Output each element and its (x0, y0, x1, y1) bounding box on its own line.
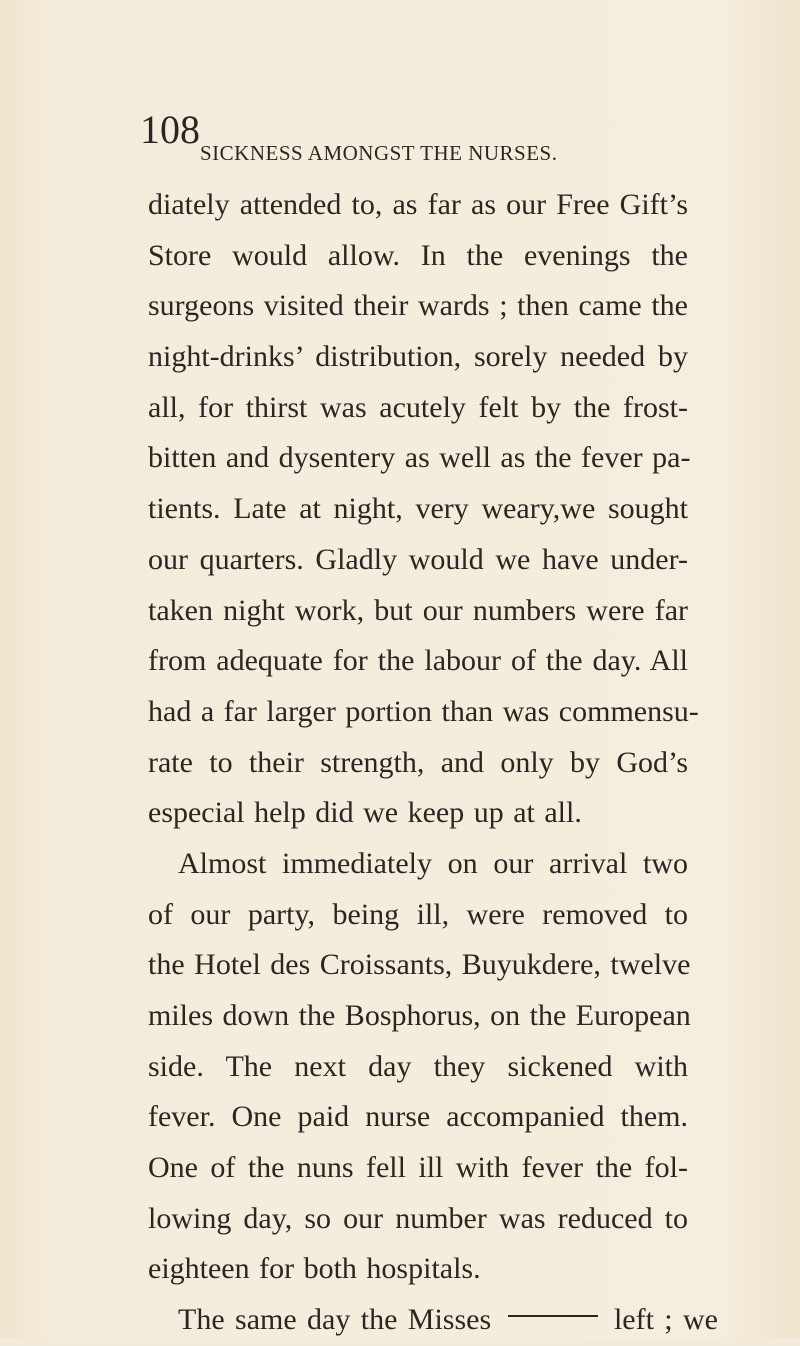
text-line: from adequate for the labour of the day. All (148, 644, 688, 678)
text-line: fever. One paid nurse accompanied them. (148, 1100, 688, 1134)
final-line-end: left ; we (613, 1303, 719, 1337)
text-line: diately attended to, as far as our Free Gift’s (148, 188, 688, 221)
text-line-final (148, 1295, 718, 1346)
running-head: SICKNESS AMONGST THE NURSES. (200, 141, 558, 165)
text-line: of our party, being ill, were removed to (148, 897, 688, 931)
text-line: bitten and dysentery as well as the fever pa- (148, 441, 691, 475)
text-line: all, for thirst was acutely felt by the frost- (148, 390, 688, 424)
text-line: had a far larger portion than was commensu- (148, 694, 699, 728)
text-line: our quarters. Gladly would we have under- (148, 542, 688, 576)
text-line: One of the nuns fell ill with fever the fol- (148, 1151, 688, 1185)
text-line: night-drinks’ distribution, sorely needed by (148, 340, 688, 374)
text-line: miles down the Bosphorus, on the European (148, 999, 691, 1032)
page-header (140, 107, 680, 170)
body-text (148, 180, 719, 1346)
text-line-paragraph-end: eighteen for both hospitals. (148, 1252, 481, 1286)
text-line: taken night work, but our numbers were far (148, 593, 688, 627)
text-line: lowing day, so our number was reduced to (148, 1201, 688, 1235)
blank-name-dash (508, 1315, 598, 1317)
page-number: 108 (140, 107, 200, 152)
text-line: tients. Late at night, very weary,we sought (148, 492, 688, 526)
text-line-paragraph-end: especial help did we keep up at all. (148, 796, 582, 830)
text-line-paragraph-start: Almost immediately on our arrival two (178, 846, 688, 880)
text-line: rate to their strength, and only by God’s (148, 745, 688, 779)
text-line: surgeons visited their wards ; then came the (148, 289, 688, 323)
text-line: side. The next day they sickened with (148, 1049, 688, 1083)
text-line: the Hotel des Croissants, Buyukdere, twelve (148, 948, 691, 982)
final-line-start: The same day the Misses (178, 1303, 492, 1337)
text-line: Store would allow. In the evenings the (148, 238, 688, 272)
